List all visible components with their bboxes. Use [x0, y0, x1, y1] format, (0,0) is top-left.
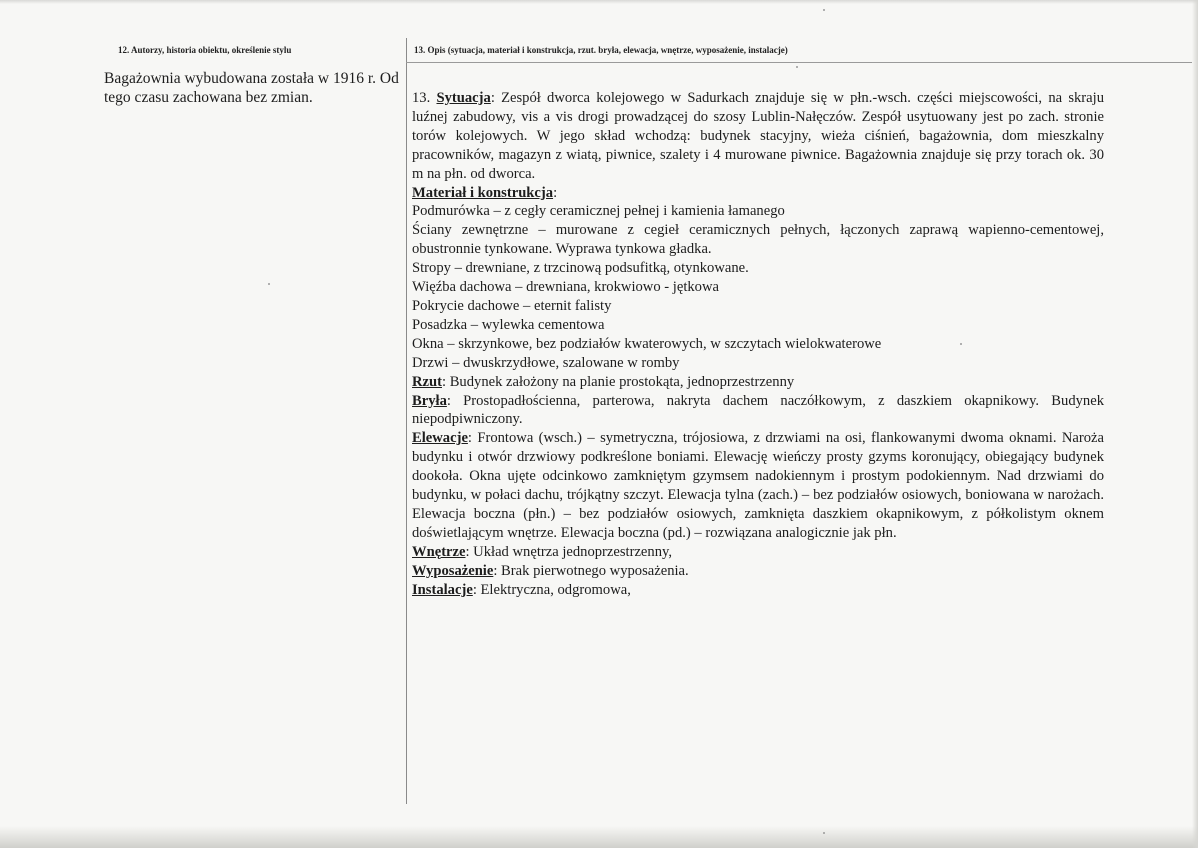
wnetrze-paragraph — [412, 543, 1104, 562]
material-heading-line — [412, 184, 1104, 203]
material-heading: Materiał i konstrukcja — [412, 184, 554, 201]
elewacje-paragraph — [412, 429, 1104, 542]
header-divider — [406, 62, 1192, 63]
history-text: Bagażownia wybudowana została w 1916 r. Od tego czasu zachowana bez zmian. — [104, 70, 399, 106]
bryla-text: : Prostopadłościenna, parterowa, nakryta dachem naczółkowym, z daszkiem okapnikowy. Budynek niepodpiwniczony. — [412, 392, 1104, 428]
wnetrze-heading: Wnętrze — [412, 543, 466, 560]
scan-speck — [796, 66, 798, 68]
sytuacja-text: : Zespół dworca kolejowego w Sadurkach znajduje się w płn.-wsch. części miejscowości, na skraju luźnej zabudowy, vis a vis drogi prowadzącej do szosy Lublin-Nałęczów. Zespół usytuowany jest po zach. stronie torów kolejowych. W jego skład wchodzą: budynek stacyjny, wieża ciśnień, bagażownia, dom mieszkalny pracowników, magazyn z wiatą, piwnice, szalety i 4 murowane piwnice. Bagażownia znajduje się przy torach ok. 30 m na płn. od dworca. — [412, 90, 1104, 182]
scan-edge-bottom — [0, 826, 1198, 848]
section-number: 13. — [412, 90, 437, 106]
scan-speck — [268, 283, 270, 285]
wyposazenie-paragraph — [412, 562, 1104, 581]
rzut-text: : Budynek założony na planie prostokąta, jednoprzestrzenny — [442, 373, 795, 390]
material-line-stropy: Stropy – drewniane, z trzcinową podsufitką, otynkowane. — [412, 260, 749, 277]
instalacje-paragraph — [412, 581, 1104, 600]
material-line-sciany: Ściany zewnętrzne – murowane z cegieł ceramicznych pełnych, łączonych zaprawą wapienno-cementowej, obustronnie tynkowane. Wyprawa tynkowa gładka. — [412, 222, 1104, 258]
instalacje-heading: Instalacje — [412, 581, 473, 598]
wnetrze-text: : Układ wnętrza jednoprzestrzenny, — [465, 543, 673, 560]
material-heading-suffix: : — [553, 184, 558, 201]
material-line-okna: Okna – skrzynkowe, bez podziałów kwaterowych, w szczytach wielokwaterowe — [412, 335, 882, 352]
description-body — [412, 89, 1104, 599]
scan-speck — [823, 9, 825, 11]
elewacje-text: : Frontowa (wsch.) – symetryczna, trójosiowa, z drzwiami na osi, flankowanymi dwoma oknami. Naroża budynku i otwór drzwiowy podkreślone boniami. Elewację wieńczy prosty gzyms koronujący, obiegający budynek dookoła. Okna ujęte odcinkowo zamkniętym gzymsem nadokiennym i prostym podokiennym. Nad drzwiami do budynku, w połaci dachu, trójkątny szczyt. Elewacja tylna (zach.) – bez podziałów osiowych, boniowana w narożach. Elewacja boczna (płn.) – bez podziałów osiowych, zamknięta daszkiem okapnikowym, z półkolistym oknem doświetlającym wnętrze. Elewacja boczna (pd.) – rozwiązana analogicznie jak płn. — [412, 430, 1104, 541]
column-divider — [406, 38, 407, 804]
section-13-header: 13. Opis (sytuacja, materiał i konstrukcja, rzut. bryła, elewacja, wnętrze, wyposażenie, instalacje) — [414, 45, 788, 55]
sytuacja-heading: Sytuacja — [436, 90, 491, 106]
material-line-wiezba: Więźba dachowa – drewniana, krokwiowo - jętkowa — [412, 279, 719, 296]
material-line-drzwi: Drzwi – dwuskrzydłowe, szalowane w romby — [412, 354, 680, 371]
scan-speck — [823, 832, 825, 834]
elewacje-heading: Elewacje — [412, 430, 468, 447]
wyposazenie-text: : Brak pierwotnego wyposażenia. — [493, 562, 689, 579]
bryla-paragraph — [412, 392, 1104, 430]
section-12-header: 12. Autorzy, historia obiektu, określenie stylu — [118, 45, 292, 55]
material-line-podmurowka: Podmurówka – z cegły ceramicznej pełnej i kamienia łamanego — [412, 203, 785, 220]
material-line-pokrycie: Pokrycie dachowe – eternit falisty — [412, 297, 612, 314]
sytuacja-paragraph — [412, 89, 1104, 184]
scan-edge-top — [0, 0, 1198, 4]
material-line-posadzka: Posadzka – wylewka cementowa — [412, 316, 605, 333]
wyposazenie-heading: Wyposażenie — [412, 562, 494, 579]
bryla-heading: Bryła — [412, 392, 447, 409]
rzut-heading: Rzut — [412, 373, 442, 390]
rzut-paragraph — [412, 373, 1104, 392]
instalacje-text: : Elektryczna, odgromowa, — [472, 581, 631, 598]
scan-speck — [960, 343, 962, 345]
scan-edge-right — [1192, 0, 1198, 848]
